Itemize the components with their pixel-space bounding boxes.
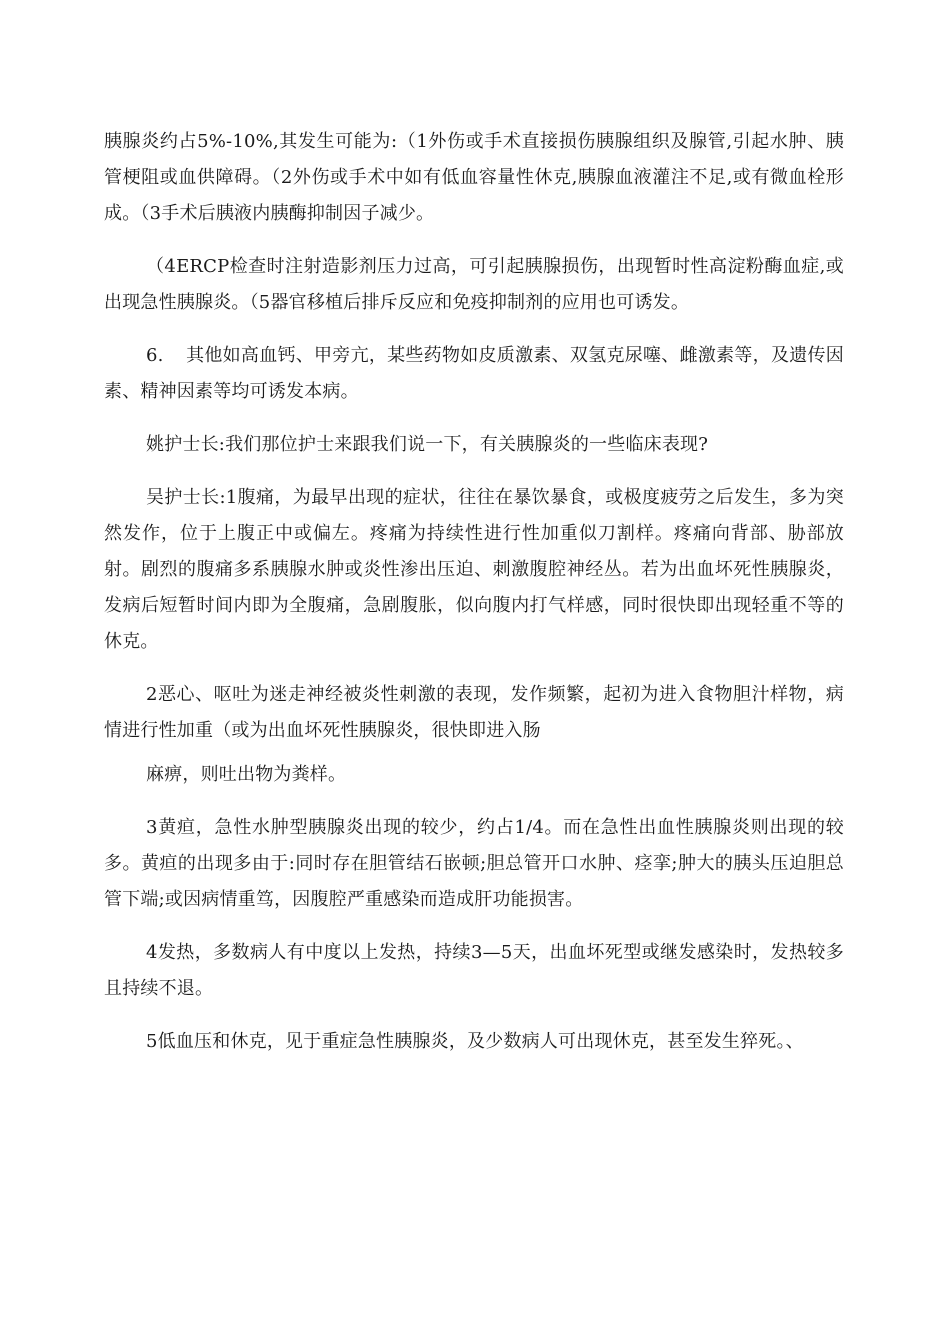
document-body <box>104 124 844 1060</box>
paragraph-causes-other <box>104 338 844 410</box>
paragraph-causes-trauma: 胰腺炎约占5%-10%,其发生可能为:（1外伤或手术直接损伤胰腺组织及腺管,引起水肿、胰管梗阻或血供障碍。（2外伤或手术中如有低血容量性休克,胰腺血液灌注不足,或有微血栓形成。（3手术后胰液内胰酶抑制因子减少。 <box>104 131 844 224</box>
paragraph-symptom-jaundice: 3黄疸，急性水肿型胰腺炎出现的较少，约占1/4。而在急性出血性胰腺炎则出现的较多。黄疸的出现多由于:同时存在胆管结石嵌顿;胆总管开口水肿、痉挛;肿大的胰头压迫胆总管下端;或因病情重笃，因腹腔严重感染而造成肝功能损害。 <box>104 817 844 910</box>
paragraph-causes-other-text: 其他如高血钙、甲旁亢，某些药物如皮质激素、双氢克尿噻、雌激素等，及遗传因素、精神因素等均可诱发本病。 <box>104 345 844 402</box>
paragraph-symptom-nausea-cont: 麻痹，则吐出物为粪样。 <box>146 764 347 785</box>
paragraph-symptom-fever: 4发热，多数病人有中度以上发热，持续3—5天，出血坏死型或继发感染时，发热较多且持续不退。 <box>104 942 844 999</box>
item-number: 6. <box>146 345 164 366</box>
paragraph-symptom-pain: 吴护士长:1腹痛，为最早出现的症状，往往在暴饮暴食，或极度疲劳之后发生，多为突然发作，位于上腹正中或偏左。疼痛为持续性进行性加重似刀割样。疼痛向背部、胁部放射。剧烈的腹痛多系胰腺水肿或炎性渗出压迫、刺激腹腔神经丛。若为出血坏死性胰腺炎，发病后短暂时间内即为全腹痛，急剧腹胀，似向腹内打气样感，同时很快即出现轻重不等的休克。 <box>104 487 844 652</box>
paragraph-question: 姚护士长:我们那位护士来跟我们说一下，有关胰腺炎的一些临床表现? <box>146 434 709 455</box>
paragraph-causes-ercp: （4ERCP检查时注射造影剂压力过高，可引起胰腺损伤，出现暂时性高淀粉酶血症,或出现急性胰腺炎。（5器官移植后排斥反应和免疫抑制剂的应用也可诱发。 <box>104 256 844 313</box>
paragraph-symptom-nausea: 2恶心、呕吐为迷走神经被炎性刺激的表现，发作频繁，起初为进入食物胆汁样物，病情进行性加重（或为出血坏死性胰腺炎，很快即进入肠 <box>104 684 844 741</box>
paragraph-symptom-shock: 5低血压和休克，见于重症急性胰腺炎，及少数病人可出现休克，甚至发生猝死。、 <box>146 1031 804 1052</box>
